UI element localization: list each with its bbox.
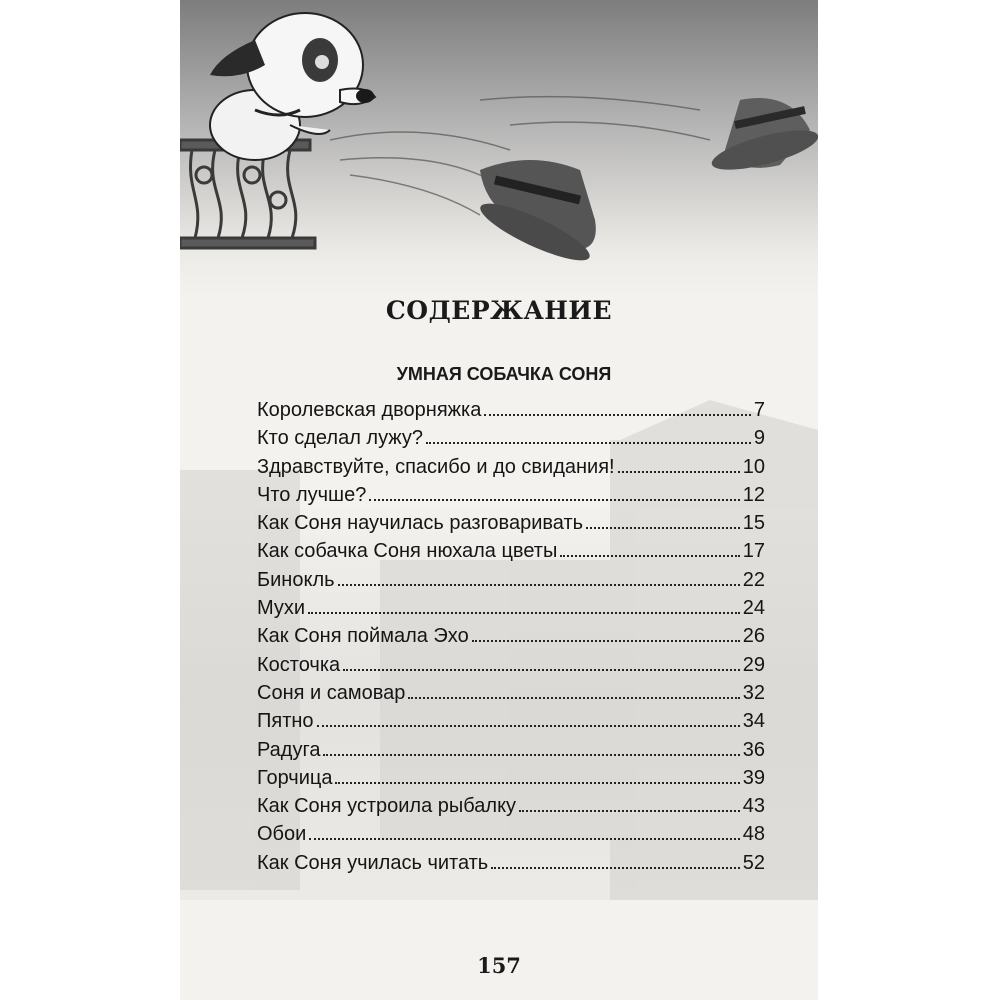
toc-entry-title: Что лучше? (257, 483, 367, 506)
section-title: УМНАЯ СОБАЧКА СОНЯ (396, 364, 612, 384)
toc-entry-title: Как Соня научилась разговаривать (257, 512, 584, 535)
toc-leader-dots (586, 511, 740, 529)
toc-leader-dots (317, 709, 740, 727)
toc-entry (257, 653, 765, 681)
toc-entry-title: Обои (257, 823, 307, 846)
toc-entry (257, 709, 765, 737)
toc-entry-title: Здравствуйте, спасибо и до свидания! (257, 455, 615, 478)
toc-entry-title: Королевская дворняжка (257, 399, 482, 421)
toc-entry (257, 398, 765, 426)
toc-entry (257, 596, 765, 624)
toc-entry (257, 539, 765, 567)
toc-leader-dots (519, 794, 740, 812)
toc-leader-dots (484, 398, 751, 416)
toc-leader-dots (472, 624, 740, 642)
toc-entry-title: Пятно (257, 710, 314, 733)
toc-entry-page: 26 (742, 625, 765, 648)
toc-entry (257, 426, 765, 454)
toc-entry-title: Как Соня поймала Эхо (257, 625, 469, 648)
toc-entry-page: 7 (753, 399, 765, 421)
page-title: СОДЕРЖАНИЕ (385, 296, 613, 325)
toc-entry-title: Как собачка Соня нюхала цветы (257, 540, 558, 563)
toc-entry (257, 511, 765, 539)
toc-entry-page: 43 (742, 795, 765, 818)
toc-leader-dots (309, 822, 739, 840)
toc-entry (257, 794, 765, 822)
toc-leader-dots (369, 483, 739, 501)
toc-leader-dots (491, 851, 740, 869)
toc-entry-page: 17 (742, 540, 765, 563)
toc-entry-page: 10 (742, 455, 765, 478)
toc-entry-page: 36 (742, 738, 765, 761)
toc-entry-page: 34 (742, 710, 765, 733)
toc-leader-dots (560, 539, 739, 557)
toc-entry-title: Кто сделал лужу? (257, 427, 424, 450)
toc-entry-page: 24 (742, 597, 765, 620)
toc-entry-page: 29 (742, 653, 765, 676)
toc-entry-title: Как Соня училась читать (257, 851, 489, 874)
toc-leader-dots (308, 596, 740, 614)
toc-leader-dots (323, 738, 739, 756)
toc-leader-dots (335, 766, 739, 784)
toc-leader-dots (408, 681, 739, 699)
toc-entry-page: 22 (742, 568, 765, 591)
toc-entry-title: Мухи (257, 597, 306, 620)
toc-leader-dots (618, 455, 740, 473)
toc-entry-title: Радуга (257, 738, 321, 761)
toc-leader-dots (338, 568, 740, 586)
toc-leader-dots (426, 426, 751, 444)
toc-entry-title: Косточка (257, 653, 341, 676)
toc-entry (257, 851, 765, 879)
table-of-contents (257, 398, 765, 879)
toc-leader-dots (343, 653, 740, 671)
book-page (180, 0, 818, 1000)
toc-entry (257, 681, 765, 709)
toc-entry-title: Как Соня устроила рыбалку (257, 795, 517, 818)
page-number: 157 (477, 953, 521, 978)
toc-entry (257, 738, 765, 766)
toc-entry-page: 15 (742, 512, 765, 535)
toc-entry-page: 52 (742, 851, 765, 874)
toc-entry (257, 822, 765, 850)
toc-entry-page: 32 (742, 681, 765, 704)
toc-entry-page: 12 (742, 483, 765, 506)
toc-entry-title: Соня и самовар (257, 681, 406, 704)
toc-entry (257, 568, 765, 596)
toc-entry-title: Горчица (257, 766, 333, 789)
toc-entry-title: Бинокль (257, 568, 335, 591)
toc-entry-page: 9 (753, 427, 765, 450)
toc-entry (257, 624, 765, 652)
toc-entry (257, 455, 765, 483)
toc-entry-page: 39 (742, 766, 765, 789)
toc-entry-page: 48 (742, 823, 765, 846)
toc-entry (257, 766, 765, 794)
toc-entry (257, 483, 765, 511)
